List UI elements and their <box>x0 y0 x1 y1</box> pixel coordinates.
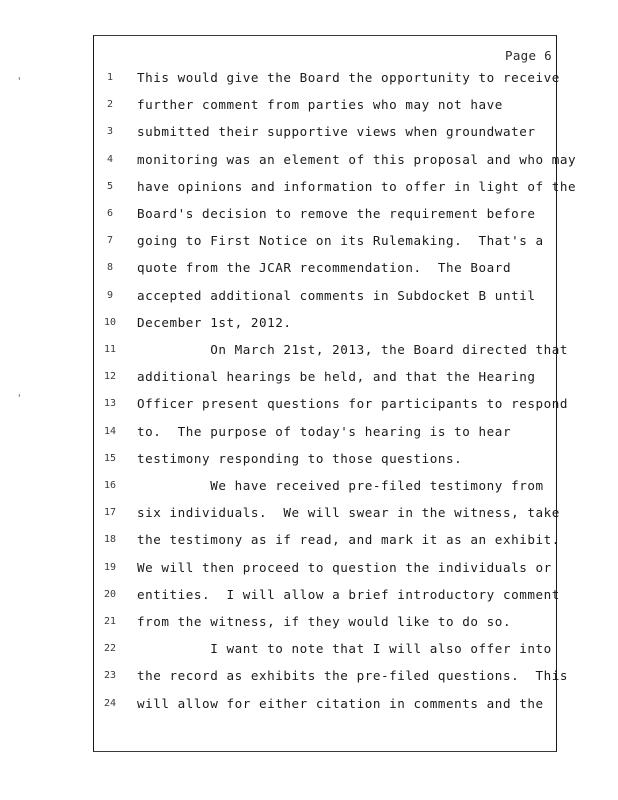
transcript-line: monitoring was an element of this proposal and who may <box>137 151 577 167</box>
transcript-line: Officer present questions for participants to respond <box>137 396 568 412</box>
line-number: 14 <box>103 425 117 437</box>
transcript-line: going to First Notice on its Rulemaking. That's a <box>137 233 544 249</box>
transcript-line: accepted additional comments in Subdocket B until <box>137 287 536 303</box>
line-number: 12 <box>103 371 117 383</box>
line-number: 23 <box>103 670 117 682</box>
line-number: 9 <box>106 289 114 301</box>
transcript-line: the record as exhibits the pre-filed questions. This <box>137 668 568 684</box>
line-number: 2 <box>106 99 114 111</box>
transcript-line: I want to note that I will also offer into <box>137 641 552 657</box>
transcript-line: will allow for either citation in comments and the <box>137 695 544 711</box>
margin-mark: ' <box>16 75 23 88</box>
line-number: 7 <box>106 235 114 247</box>
transcript-line: additional hearings be held, and that the Hearing <box>137 369 536 385</box>
transcript-line: quote from the JCAR recommendation. The Board <box>137 260 512 276</box>
line-number: 16 <box>103 480 117 491</box>
transcript-line: entities. I will allow a brief introductory comment <box>137 586 560 602</box>
line-number: 21 <box>103 616 117 627</box>
transcript-line: testimony responding to those questions. <box>137 450 463 466</box>
transcript-line: submitted their supportive views when groundwater <box>137 124 536 140</box>
line-number: 3 <box>106 126 114 138</box>
transcript-line: December 1st, 2012. <box>137 314 292 330</box>
transcript-line: six individuals. We will swear in the witness, take <box>137 505 560 521</box>
margin-mark: ' <box>16 392 23 405</box>
line-number: 18 <box>103 534 117 546</box>
line-number: 1 <box>106 72 114 83</box>
line-number: 19 <box>103 561 117 573</box>
transcript-line: On March 21st, 2013, the Board directed that <box>137 342 568 357</box>
line-number: 8 <box>106 262 114 274</box>
line-number: 15 <box>103 452 117 464</box>
line-number: 13 <box>103 398 117 410</box>
line-number: 11 <box>103 344 117 355</box>
line-number: 6 <box>106 208 114 219</box>
transcript-line: the testimony as if read, and mark it as an exhibit. <box>137 532 560 548</box>
transcript-line: further comment from parties who may not have <box>137 97 503 113</box>
transcript-line: to. The purpose of today's hearing is to hear <box>137 423 512 439</box>
line-number: 4 <box>106 153 114 165</box>
line-number: 20 <box>103 588 117 600</box>
line-number: 22 <box>103 643 117 655</box>
line-number: 17 <box>103 507 117 519</box>
transcript-line: We have received pre-filed testimony from <box>137 478 544 493</box>
transcript-line: have opinions and information to offer in light of the <box>137 178 577 194</box>
page-number: Page 6 <box>505 48 552 63</box>
transcript-line: This would give the Board the opportunity to receive <box>137 70 560 85</box>
transcript-line: Board's decision to remove the requirement before <box>137 206 536 221</box>
line-number: 24 <box>103 697 117 709</box>
line-number: 10 <box>103 316 117 328</box>
transcript-line: We will then proceed to question the individuals or <box>137 559 552 575</box>
transcript-line: from the witness, if they would like to do so. <box>137 614 512 629</box>
line-number: 5 <box>106 180 114 192</box>
